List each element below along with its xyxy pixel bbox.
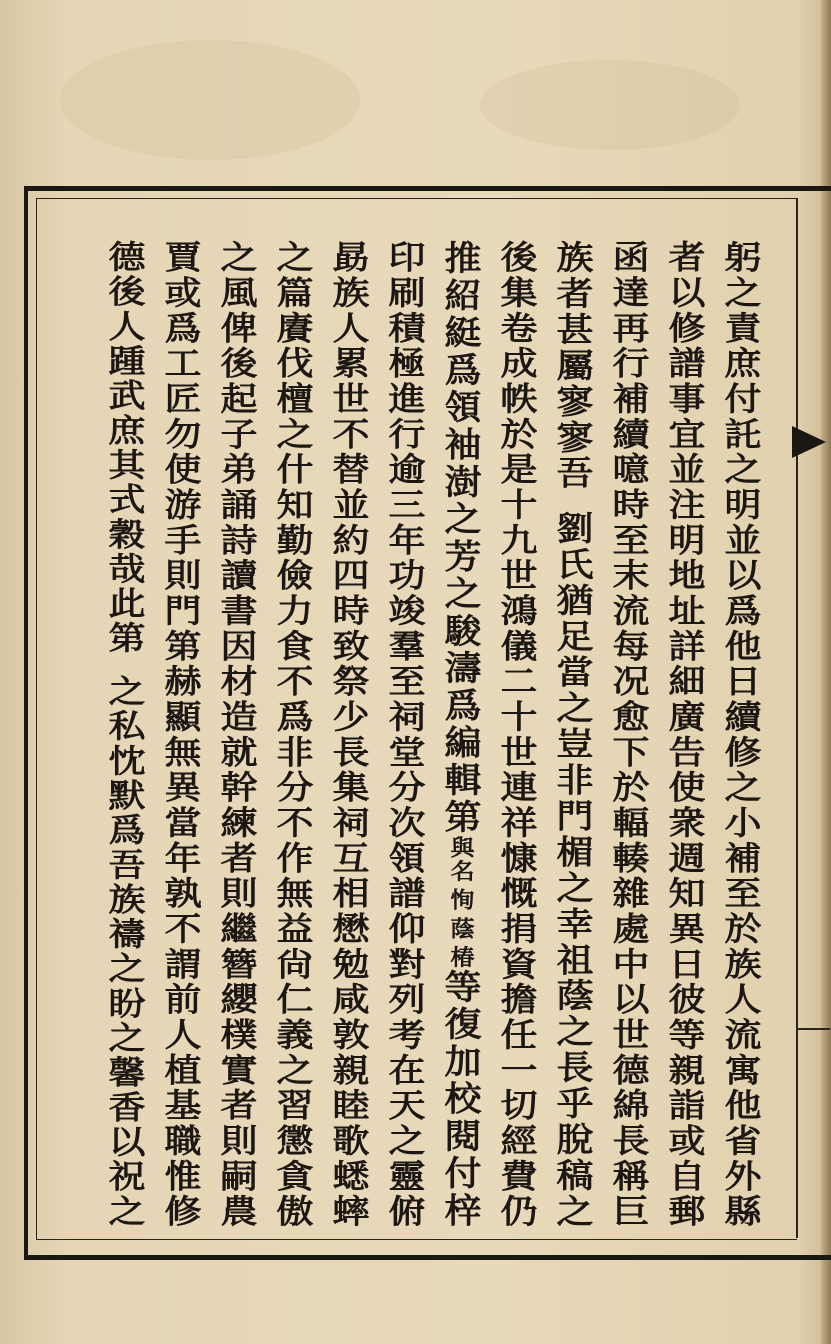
text-column-7 [380, 240, 428, 1229]
column-text: 後集卷成帙於是十九世鴻儀二十世連祥慷慨捐資擔任一切經費仍 [494, 240, 538, 1230]
column-text: 勗族人累世不替並約四時致祭少長集祠互相懋勉咸敦親睦歌蟋蟀 [326, 240, 370, 1230]
column-text: 賈或爲工匠勿使游手則門第赫顯無異當年孰不謂前人植基職惟修 [158, 240, 202, 1230]
paper-stain [480, 60, 740, 150]
column-text: 德後人踵武庶其式穀哉此第 [102, 240, 146, 656]
margin-tick [798, 1028, 830, 1030]
paper-stain [60, 40, 360, 160]
column-text: 恂 [446, 888, 475, 912]
text-column-8 [324, 240, 372, 1229]
center-fold-line [796, 198, 798, 1238]
column-text: 函達再行補續噫時至末流每况愈下於輻輳雜處中以世德綿長稱巨 [606, 240, 650, 1230]
text-column-11 [156, 240, 204, 1229]
column-text: 與名 [446, 836, 475, 883]
text-column-5 [492, 240, 540, 1229]
column-text: 推紹綎爲領袖澍之芳之駿濤爲編輯第 [438, 240, 482, 837]
column-text: 之風俾後起子弟誦詩讀書因材造就幹練者則繼簪纓樸實者則嗣農 [214, 240, 258, 1230]
text-column-12 [100, 240, 148, 1229]
text-column-3 [604, 240, 652, 1229]
column-text: 者以修譜事宜並注明地址詳細廣告使衆週知異日彼等親詣或自郵 [662, 240, 706, 1230]
text-column-10 [212, 240, 260, 1229]
text-column-6 [436, 240, 484, 1230]
column-text: 劉氏猶足當之豈非門楣之幸祖蔭之長乎脫稿之 [550, 511, 594, 1231]
column-text: 躬之責庶付託之明並以爲他日續修之小補至於族人流寓他省外縣 [718, 240, 762, 1230]
column-text: 等復加校閱付梓 [438, 968, 482, 1230]
text-column-4 [548, 240, 596, 1230]
fishtail-mark-icon [792, 426, 826, 458]
column-text: 之篇賡伐檀之什知勤儉力食不爲非分不作無益尙仁義之習懲貪傲 [270, 240, 314, 1230]
column-text: 蔭 [446, 916, 475, 941]
column-text: 之私忱默爲吾族禱之盼之馨香以祝之 [102, 674, 146, 1230]
column-text: 椿 [446, 945, 475, 969]
text-column-9 [268, 240, 316, 1229]
text-column-1 [716, 240, 764, 1229]
column-text: 族者甚屬寥寥吾 [550, 240, 594, 492]
column-text: 印刷積極進行逾三年功竣羣至祠堂分次領譜仰對列考在天之靈俯 [382, 240, 426, 1230]
text-column-2 [660, 240, 708, 1229]
